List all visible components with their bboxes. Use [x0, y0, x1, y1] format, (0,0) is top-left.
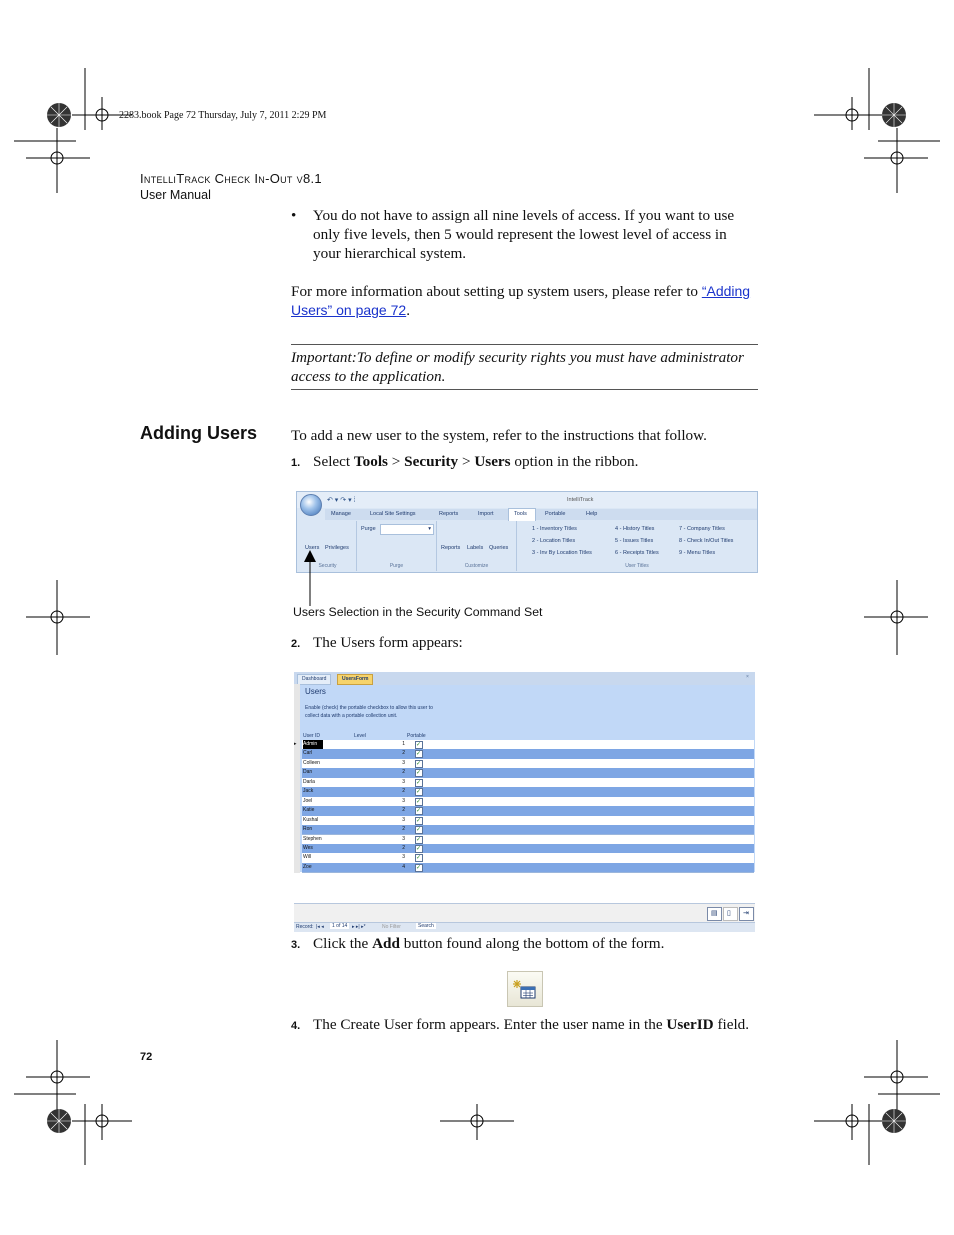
add-record-button[interactable] — [707, 907, 722, 921]
level-cell[interactable]: 2 — [402, 750, 405, 757]
office-orb-icon[interactable] — [300, 494, 322, 516]
user-id-cell[interactable]: Zoe — [303, 863, 312, 870]
more-info-prefix: For more information about setting up system users, please refer to — [291, 283, 702, 300]
queries-ribbon-button[interactable]: Queries — [489, 545, 509, 551]
current-record-arrow-icon: ▸ — [294, 741, 297, 747]
tab-manage[interactable]: Manage — [331, 511, 351, 517]
step-3-part: Add — [372, 935, 400, 952]
ribbon-caption: Users Selection in the Security Command Set — [293, 605, 543, 619]
step-4-part: UserID — [666, 1016, 714, 1033]
level-cell[interactable]: 3 — [402, 797, 405, 804]
titles-item[interactable]: 9 - Menu Titles — [679, 550, 716, 556]
more-info-suffix: . — [406, 302, 410, 319]
form-title: Users — [305, 687, 326, 696]
portable-checkbox[interactable]: ✓ — [416, 845, 422, 852]
add-record-icon — [508, 972, 542, 1006]
user-id-cell[interactable]: Dan — [303, 769, 313, 776]
important-note: Important:To define or modify security rights you must have administrator access to the application. — [291, 349, 744, 385]
step-number: 2. — [291, 638, 301, 650]
level-cell[interactable]: 2 — [402, 844, 405, 851]
adding-users-link[interactable]: “Adding Users” on page 72 — [291, 283, 751, 318]
first-record-icon[interactable]: |◂ ◂ — [316, 924, 324, 930]
level-cell[interactable]: 2 — [402, 807, 405, 814]
col-level: Level — [354, 733, 366, 739]
level-cell[interactable]: 3 — [402, 778, 405, 785]
reports-ribbon-button[interactable]: Reports — [441, 545, 461, 551]
report-button[interactable] — [723, 907, 738, 921]
next-record-icon[interactable]: ▸ ▸| ▸* — [352, 924, 366, 930]
portable-checkbox[interactable]: ✓ — [416, 751, 422, 758]
step-4-text — [313, 1015, 749, 1034]
users-form-screenshot — [294, 672, 755, 932]
titles-item[interactable]: 2 - Location Titles — [532, 538, 576, 544]
user-id-cell[interactable]: Carl — [303, 750, 313, 757]
step-1-part: > — [458, 453, 475, 470]
step-1-part: Tools — [353, 453, 388, 470]
user-id-cell[interactable]: Kushal — [303, 816, 319, 823]
form-instructions: Enable (check) the portable checkbox to allow this user to collect data with a portable collection unit. — [305, 705, 433, 719]
tab-import[interactable]: Import — [478, 511, 494, 517]
manual-subtitle: User Manual — [140, 188, 211, 202]
portable-checkbox[interactable]: ✓ — [416, 855, 422, 862]
tab-reports[interactable]: Reports — [439, 511, 459, 517]
portable-checkbox[interactable]: ✓ — [416, 798, 422, 805]
purge-dropdown[interactable] — [380, 524, 434, 535]
step-1-text — [313, 452, 638, 471]
report-icon: ▯ — [727, 910, 731, 917]
portable-checkbox[interactable]: ✓ — [416, 742, 422, 748]
step-1-part: Select — [313, 453, 354, 470]
user-id-cell[interactable]: Wes — [303, 844, 313, 851]
tab-dashboard[interactable] — [297, 674, 331, 685]
privileges-ribbon-button[interactable]: Privileges — [325, 545, 349, 551]
rule-bottom — [291, 389, 758, 390]
rule-top — [291, 344, 758, 345]
titles-item[interactable]: 3 - Inv By Location Titles — [532, 550, 592, 556]
table-row[interactable] — [302, 863, 754, 873]
purge-group — [357, 521, 437, 571]
level-cell[interactable]: 4 — [402, 863, 405, 870]
form-footer-gap — [294, 873, 755, 903]
user-titles-group — [517, 521, 757, 571]
user-id-cell[interactable]: Jack — [303, 788, 314, 795]
titles-item[interactable]: 8 - Check In/Out Titles — [679, 538, 734, 544]
record-position[interactable]: 1 of 14 — [332, 923, 348, 929]
step-1-part: Users — [474, 453, 511, 470]
more-info-paragraph — [291, 282, 761, 320]
add-record-icon: ▤ — [711, 910, 718, 917]
bullet-text: You do not have to assign all nine levels of access. If you want to use only five levels, then 5 would represent the lowest level of access in your hierarchical system. — [313, 207, 735, 262]
step-3-part: button found along the bottom of the form. — [399, 935, 665, 952]
purge-label: Purge — [361, 526, 376, 532]
step-2-text: The Users form appears: — [313, 634, 463, 651]
portable-checkbox[interactable]: ✓ — [416, 827, 422, 834]
user-id-cell[interactable]: Stephen — [303, 835, 322, 842]
navigation-bar — [294, 922, 755, 932]
level-cell[interactable]: 2 — [402, 826, 405, 833]
step-4-part: field. — [713, 1016, 750, 1033]
close-icon[interactable]: × — [746, 674, 749, 680]
step-3-part: Click the — [313, 935, 373, 952]
step-number: 1. — [291, 457, 301, 469]
step-3-text — [313, 934, 664, 953]
tab-usersform[interactable] — [337, 674, 373, 685]
portable-checkbox[interactable]: ✓ — [416, 779, 422, 786]
level-cell[interactable]: 2 — [402, 769, 405, 776]
user-id-cell[interactable]: Colleen — [303, 759, 320, 766]
level-cell[interactable]: 2 — [402, 788, 405, 795]
level-cell[interactable]: 3 — [402, 835, 405, 842]
page-number: 72 — [140, 1051, 153, 1063]
ribbon-title-bar — [297, 492, 757, 508]
tab-local-site-settings[interactable]: Local Site Settings — [370, 511, 416, 517]
level-cell[interactable]: 3 — [402, 759, 405, 766]
add-button-image — [507, 971, 543, 1007]
portable-checkbox[interactable]: ✓ — [416, 864, 422, 871]
usersform-tab-label: UsersForm — [342, 676, 369, 682]
record-selector-bar — [294, 684, 300, 874]
user-id-cell[interactable]: Darla — [303, 778, 315, 785]
portable-checkbox[interactable]: ✓ — [416, 817, 422, 824]
callout-arrow-icon — [300, 548, 320, 608]
ribbon-screenshot — [296, 491, 758, 573]
level-cell[interactable]: 3 — [402, 854, 405, 861]
exit-icon: ⇥ — [743, 910, 749, 917]
step-1-part: > — [387, 453, 405, 470]
portable-checkbox[interactable]: ✓ — [416, 789, 422, 796]
titles-item[interactable]: 6 - Receipts Titles — [615, 550, 659, 556]
exit-button[interactable] — [739, 907, 754, 921]
customize-group-label: Customize — [464, 563, 489, 569]
step-4-part: The Create User form appears. Enter the user name in the — [313, 1016, 667, 1033]
tab-portable[interactable]: Portable — [545, 511, 566, 517]
titles-item[interactable]: 7 - Company Titles — [679, 526, 725, 532]
bullet-marker: • — [291, 207, 297, 224]
level-cell[interactable]: 1 — [402, 741, 405, 747]
purge-group-label: Purge — [389, 563, 404, 569]
step-number: 4. — [291, 1020, 301, 1032]
security-group-label: Security — [318, 563, 337, 569]
book-stamp: 2283.book Page 72 Thursday, July 7, 2011 2:29 PM — [119, 110, 327, 121]
customize-group — [437, 521, 517, 571]
step-1-part: Security — [404, 453, 459, 470]
user-id-cell[interactable]: Katie — [303, 807, 315, 814]
col-portable: Portable — [407, 733, 426, 739]
labels-ribbon-button[interactable]: Labels — [467, 545, 484, 551]
level-cell[interactable]: 3 — [402, 816, 405, 823]
user-id-cell[interactable]: Will — [303, 854, 312, 861]
tab-help[interactable]: Help — [586, 511, 598, 517]
users-ribbon-button[interactable]: Users — [305, 545, 320, 551]
portable-checkbox[interactable]: ✓ — [416, 836, 422, 843]
ribbon-app-title: IntelliTrack — [567, 497, 594, 503]
user-id-cell[interactable]: Admin — [303, 740, 323, 749]
tab-tools[interactable]: Tools — [514, 511, 527, 517]
dashboard-tab-label: Dashboard — [302, 676, 327, 682]
titles-item[interactable]: 4 - History Titles — [615, 526, 655, 532]
titles-item[interactable]: 1 - Inventory Titles — [532, 526, 577, 532]
chevron-down-icon: ▾ — [428, 526, 431, 532]
portable-checkbox[interactable]: ✓ — [416, 760, 422, 767]
step-number: 3. — [291, 939, 301, 951]
section-lead: To add a new user to the system, refer to the instructions that follow. — [291, 427, 707, 444]
search-box[interactable]: Search — [418, 923, 434, 929]
record-label: Record: — [296, 924, 314, 930]
quick-access-icon[interactable]: ↶ ▾ ↷ ▾ ⁞ — [327, 497, 356, 504]
product-title: IntelliTrack Check In-Out v8.1 — [140, 171, 322, 186]
step-1-part: option in the ribbon. — [510, 453, 639, 470]
portable-checkbox[interactable]: ✓ — [416, 770, 422, 777]
col-user-id: User ID — [303, 733, 320, 739]
titles-item[interactable]: 5 - Issues Titles — [615, 538, 654, 544]
user-id-cell[interactable]: Ron — [303, 826, 313, 833]
filter-indicator[interactable]: No Filter — [382, 924, 401, 930]
user-titles-group-label: User Titles — [625, 563, 649, 569]
portable-checkbox[interactable]: ✓ — [416, 808, 422, 815]
user-id-cell[interactable]: Joel — [303, 797, 313, 804]
section-heading: Adding Users — [140, 423, 258, 443]
